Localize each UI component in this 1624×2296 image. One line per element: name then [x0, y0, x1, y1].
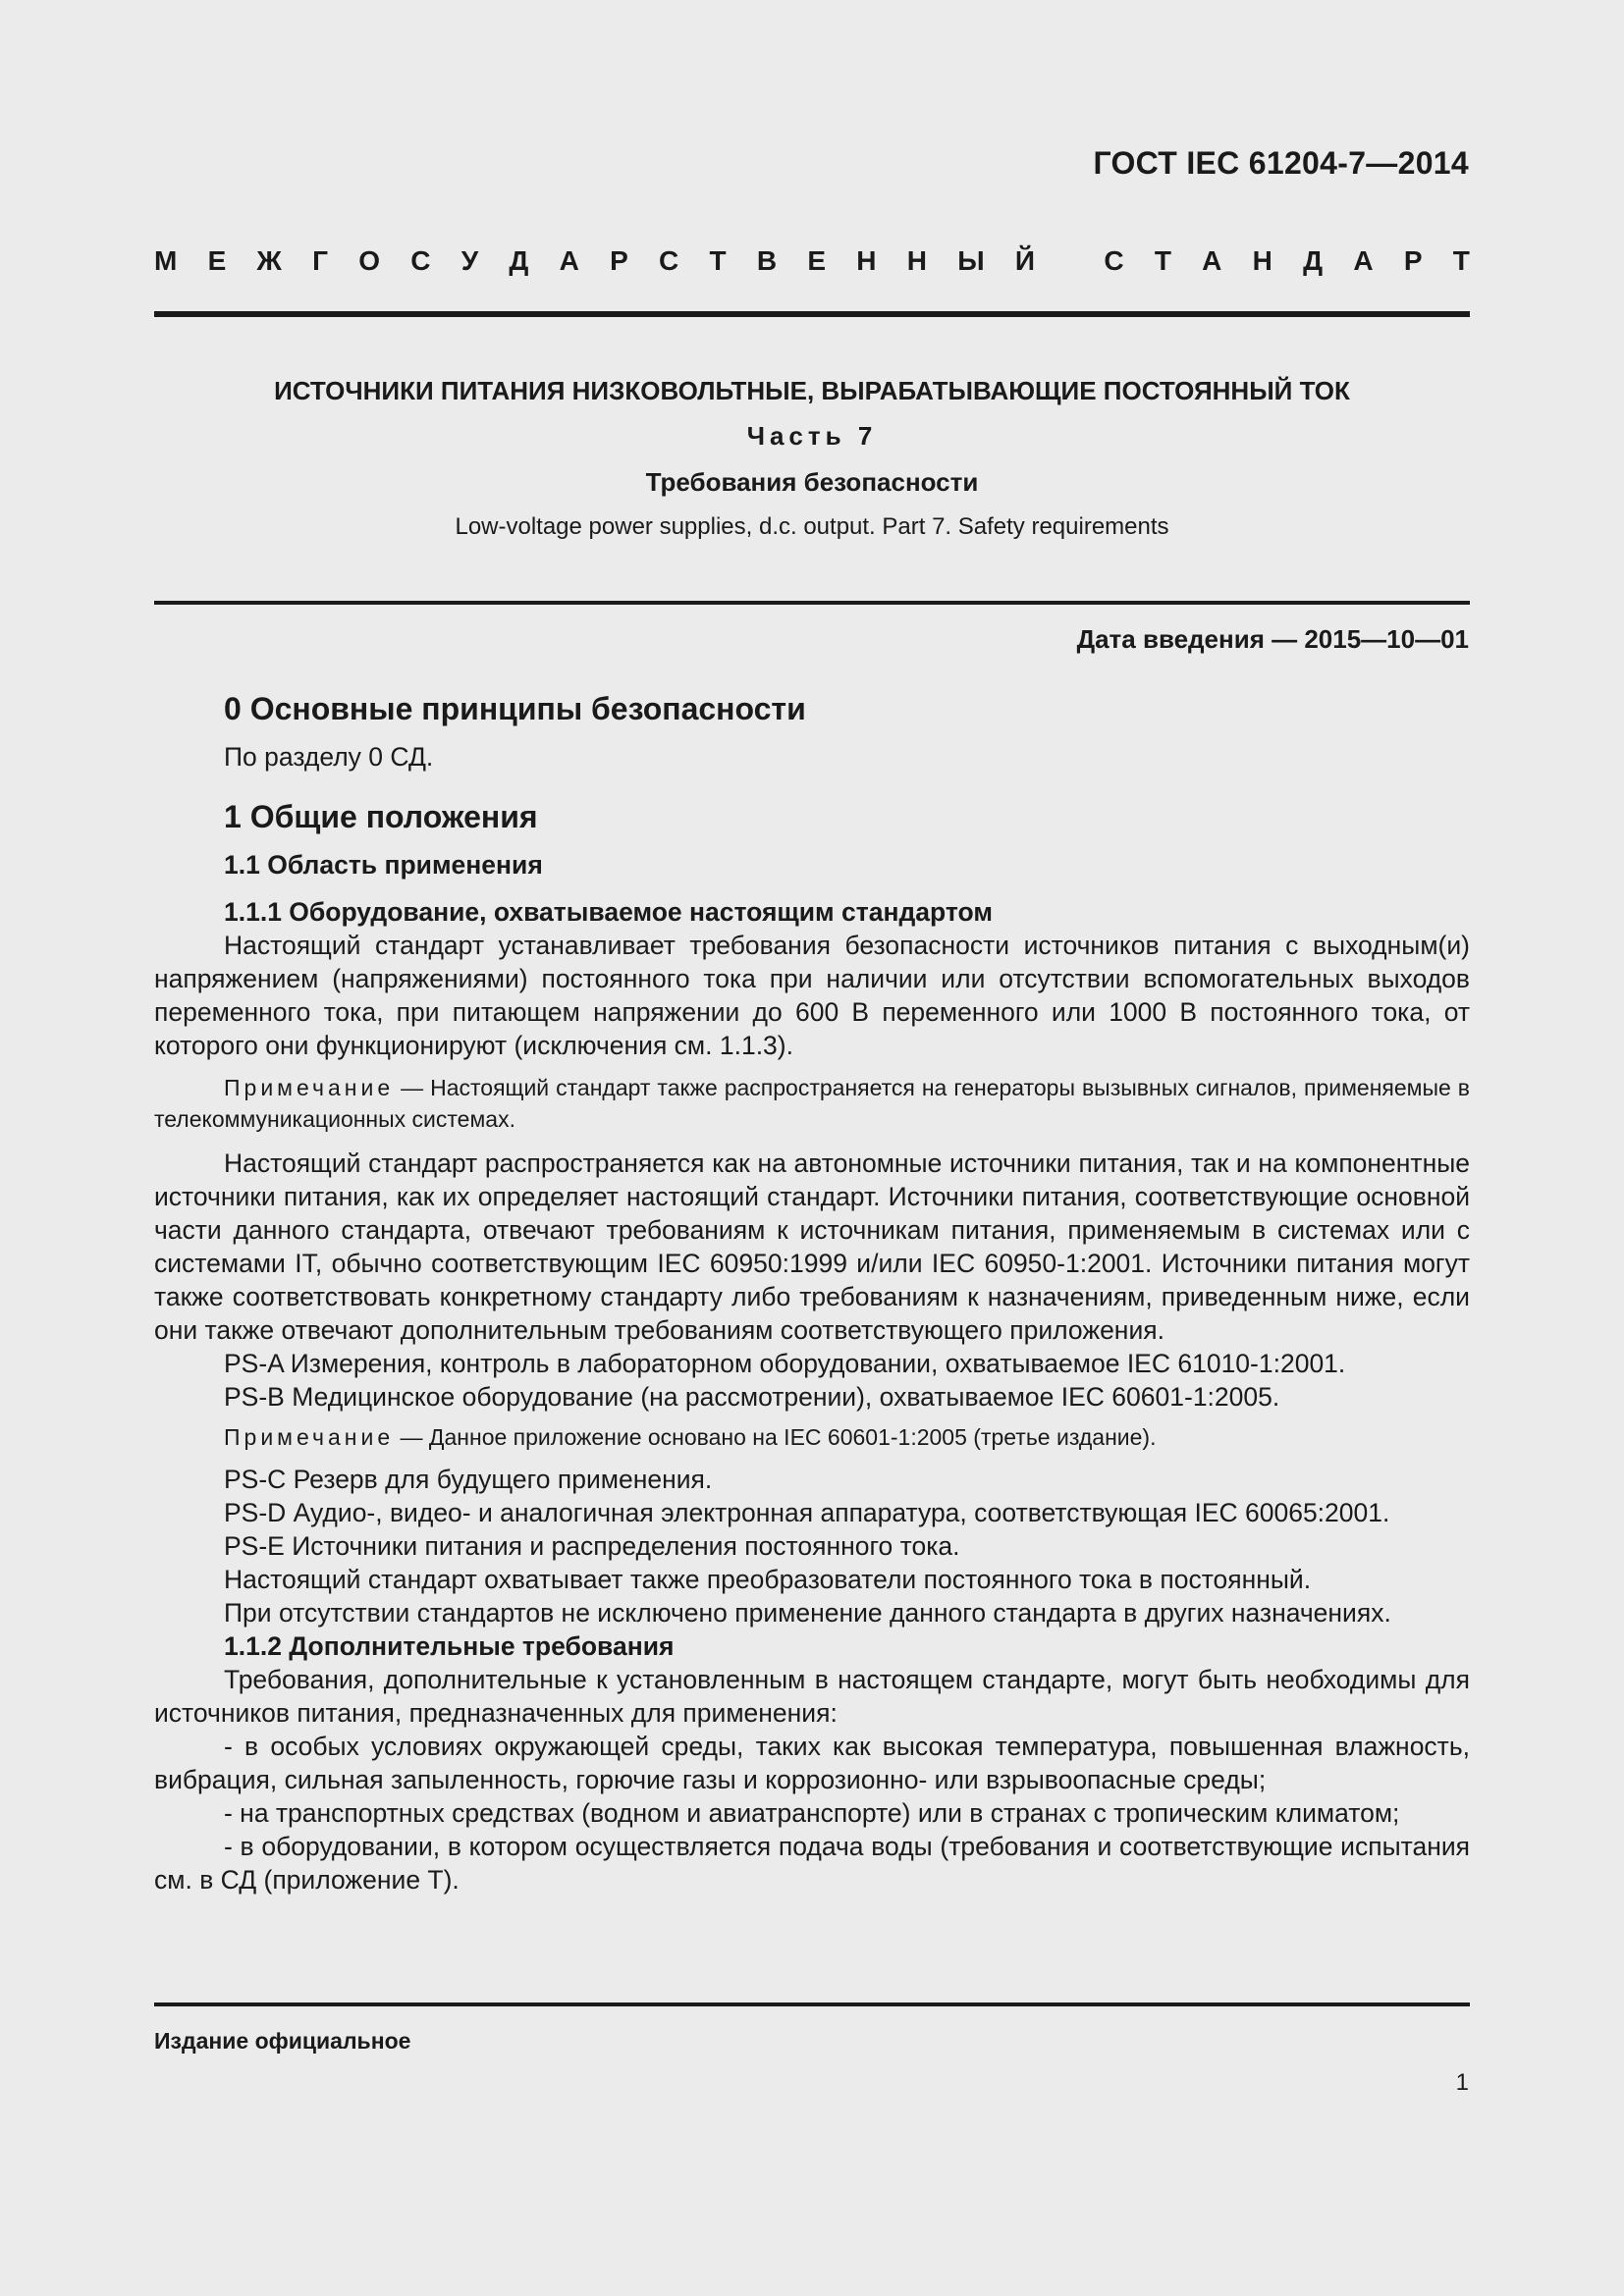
interstate-letter: [1065, 245, 1073, 277]
standard-title: ИСТОЧНИКИ ПИТАНИЯ НИЗКОВОЛЬТНЫЕ, ВЫРАБАТЫВАЮЩИЕ ПОСТОЯННЫЙ ТОК: [274, 376, 1350, 405]
section-0-heading: 0 Основные принципы безопасности: [224, 691, 806, 726]
section-1-1-2-bullet-3: - в оборудовании, в котором осуществляется подача воды (требования и соответствующие испытания см. в СД (приложение Т).: [154, 1832, 1470, 1895]
ps-e-item: PS-E Источники питания и распределения постоянного тока.: [224, 1531, 960, 1561]
document-body: [154, 687, 1470, 1896]
section-1-1-2-heading: 1.1.2 Дополнительные требования: [224, 1631, 675, 1661]
interstate-standard-banner: [154, 245, 1470, 277]
standard-english-title: Low-voltage power supplies, d.c. output. Part 7. Safety requirements: [455, 513, 1169, 540]
standard-subtitle: Требования безопасности: [645, 467, 979, 497]
section-1-1-1-paragraph-4: При отсутствии стандартов не исключено применение данного стандарта в других назначениях.: [224, 1598, 1391, 1628]
section-1-1-2-bullet-1: - в особых условиях окружающей среды, таких как высокая температура, повышенная влажность, вибрация, сильная запыленность, горючие газы и коррозионно- или взрывоопасные среды;: [154, 1732, 1470, 1794]
ps-a-item: PS-A Измерения, контроль в лабораторном оборудовании, охватываемое IEC 61010-1:2001.: [224, 1349, 1346, 1378]
interstate-letter: А: [1353, 245, 1374, 276]
interstate-letter: Г: [312, 245, 328, 276]
section-1-heading: 1 Общие положения: [224, 799, 538, 834]
interstate-letter: Н: [906, 245, 927, 276]
note-label: Примечание: [224, 1075, 395, 1100]
note-1: [154, 1072, 1470, 1135]
interstate-letter: Е: [807, 245, 827, 276]
note-2: [154, 1421, 1470, 1453]
section-1-1-1-paragraph-1: Настоящий стандарт устанавливает требования безопасности источников питания с выходным(и) напряжением (напряжениями) постоянного тока при наличии или отсутствии вспомогательных выходов переменного тока, при питающем напряжении до 600 В переменного или 1000 В постоянного тока, от которого они функционируют (исключения см. 1.1.3).: [154, 931, 1470, 1060]
ps-b-item: PS-B Медицинское оборудование (на рассмотрении), охватываемое IEC 60601-1:2005.: [224, 1382, 1280, 1412]
interstate-letter: Р: [610, 245, 628, 276]
interstate-letter: Д: [1303, 245, 1324, 276]
section-1-1-1-paragraph-2: Настоящий стандарт распространяется как на автономные источники питания, так и на компонентные источники питания, как их определяет настоящий стандарт. Источники питания, соответствующие основной части данного стандарта, отвечают требованиям к источникам питания, применяемым в системах или с системами IT, обычно соответствующим IEC 60950:1999 и/или IEC 60950-1:2001. Источники питания могут также соответствовать конкретному стандарту либо требованиям к назначениям, приведенным ниже, если они также отвечают дополнительным требованиям соответствующего приложения.: [154, 1148, 1470, 1345]
page-number: 1: [1455, 2069, 1469, 2096]
title-divider: [154, 601, 1470, 605]
section-1-1-1-heading: 1.1.1 Оборудование, охватываемое настоящим стандартом: [224, 897, 993, 927]
note-1-text: — Настоящий стандарт также распространяется на генераторы вызывных сигналов, применяемые в телекоммуникационных системах.: [154, 1075, 1470, 1132]
interstate-letter: Т: [1154, 245, 1171, 276]
interstate-letter: А: [1202, 245, 1222, 276]
interstate-letter: Р: [1403, 245, 1423, 276]
document-code: ГОСТ IEC 61204-7—2014: [1093, 145, 1469, 181]
interstate-letter: О: [358, 245, 380, 276]
standard-part: Часть 7: [746, 421, 878, 451]
interstate-letter: С: [1104, 245, 1124, 276]
official-edition-label: Издание официальное: [154, 2028, 411, 2054]
header-divider: [154, 311, 1470, 317]
interstate-letter: Ж: [256, 245, 282, 276]
interstate-letter: А: [559, 245, 579, 276]
footer-divider: [154, 2002, 1470, 2006]
section-0-text: По разделу 0 СД.: [224, 742, 434, 772]
note-2-text: — Данное приложение основано на IEC 60601-1:2005 (третье издание).: [394, 1424, 1157, 1450]
interstate-letter: Ы: [957, 245, 985, 276]
interstate-letter: Т: [709, 245, 727, 276]
interstate-letter: М: [154, 245, 178, 276]
interstate-letter: С: [659, 245, 679, 276]
ps-c-item: PS-C Резерв для будущего применения.: [224, 1465, 713, 1494]
section-1-1-heading: 1.1 Область применения: [224, 850, 543, 880]
interstate-letter: В: [756, 245, 778, 276]
interstate-letter: Т: [1452, 245, 1470, 276]
interstate-letter: С: [410, 245, 431, 276]
section-1-1-2-bullet-2: - на транспортных средствах (водном и авиатранспорте) или в странах с тропическим климатом;: [224, 1798, 1400, 1828]
ps-d-item: PS-D Аудио-, видео- и аналогичная электронная аппаратура, соответствующая IEC 60065:2001.: [224, 1498, 1390, 1527]
interstate-letter: У: [460, 245, 479, 276]
interstate-letter: Н: [1252, 245, 1272, 276]
interstate-letter: Н: [856, 245, 877, 276]
interstate-letter: Д: [509, 245, 529, 276]
section-1-1-1-paragraph-3: Настоящий стандарт охватывает также преобразователи постоянного тока в постоянный.: [224, 1565, 1312, 1594]
interstate-letter: Й: [1014, 245, 1036, 276]
introduction-date: Дата введения — 2015—10—01: [1076, 624, 1469, 654]
section-1-1-2-paragraph-1: Требования, дополнительные к установленным в настоящем стандарте, могут быть необходимы для источников питания, предназначенных для применения:: [154, 1665, 1470, 1728]
interstate-letter: Е: [207, 245, 227, 276]
note-label: Примечание: [224, 1424, 395, 1450]
